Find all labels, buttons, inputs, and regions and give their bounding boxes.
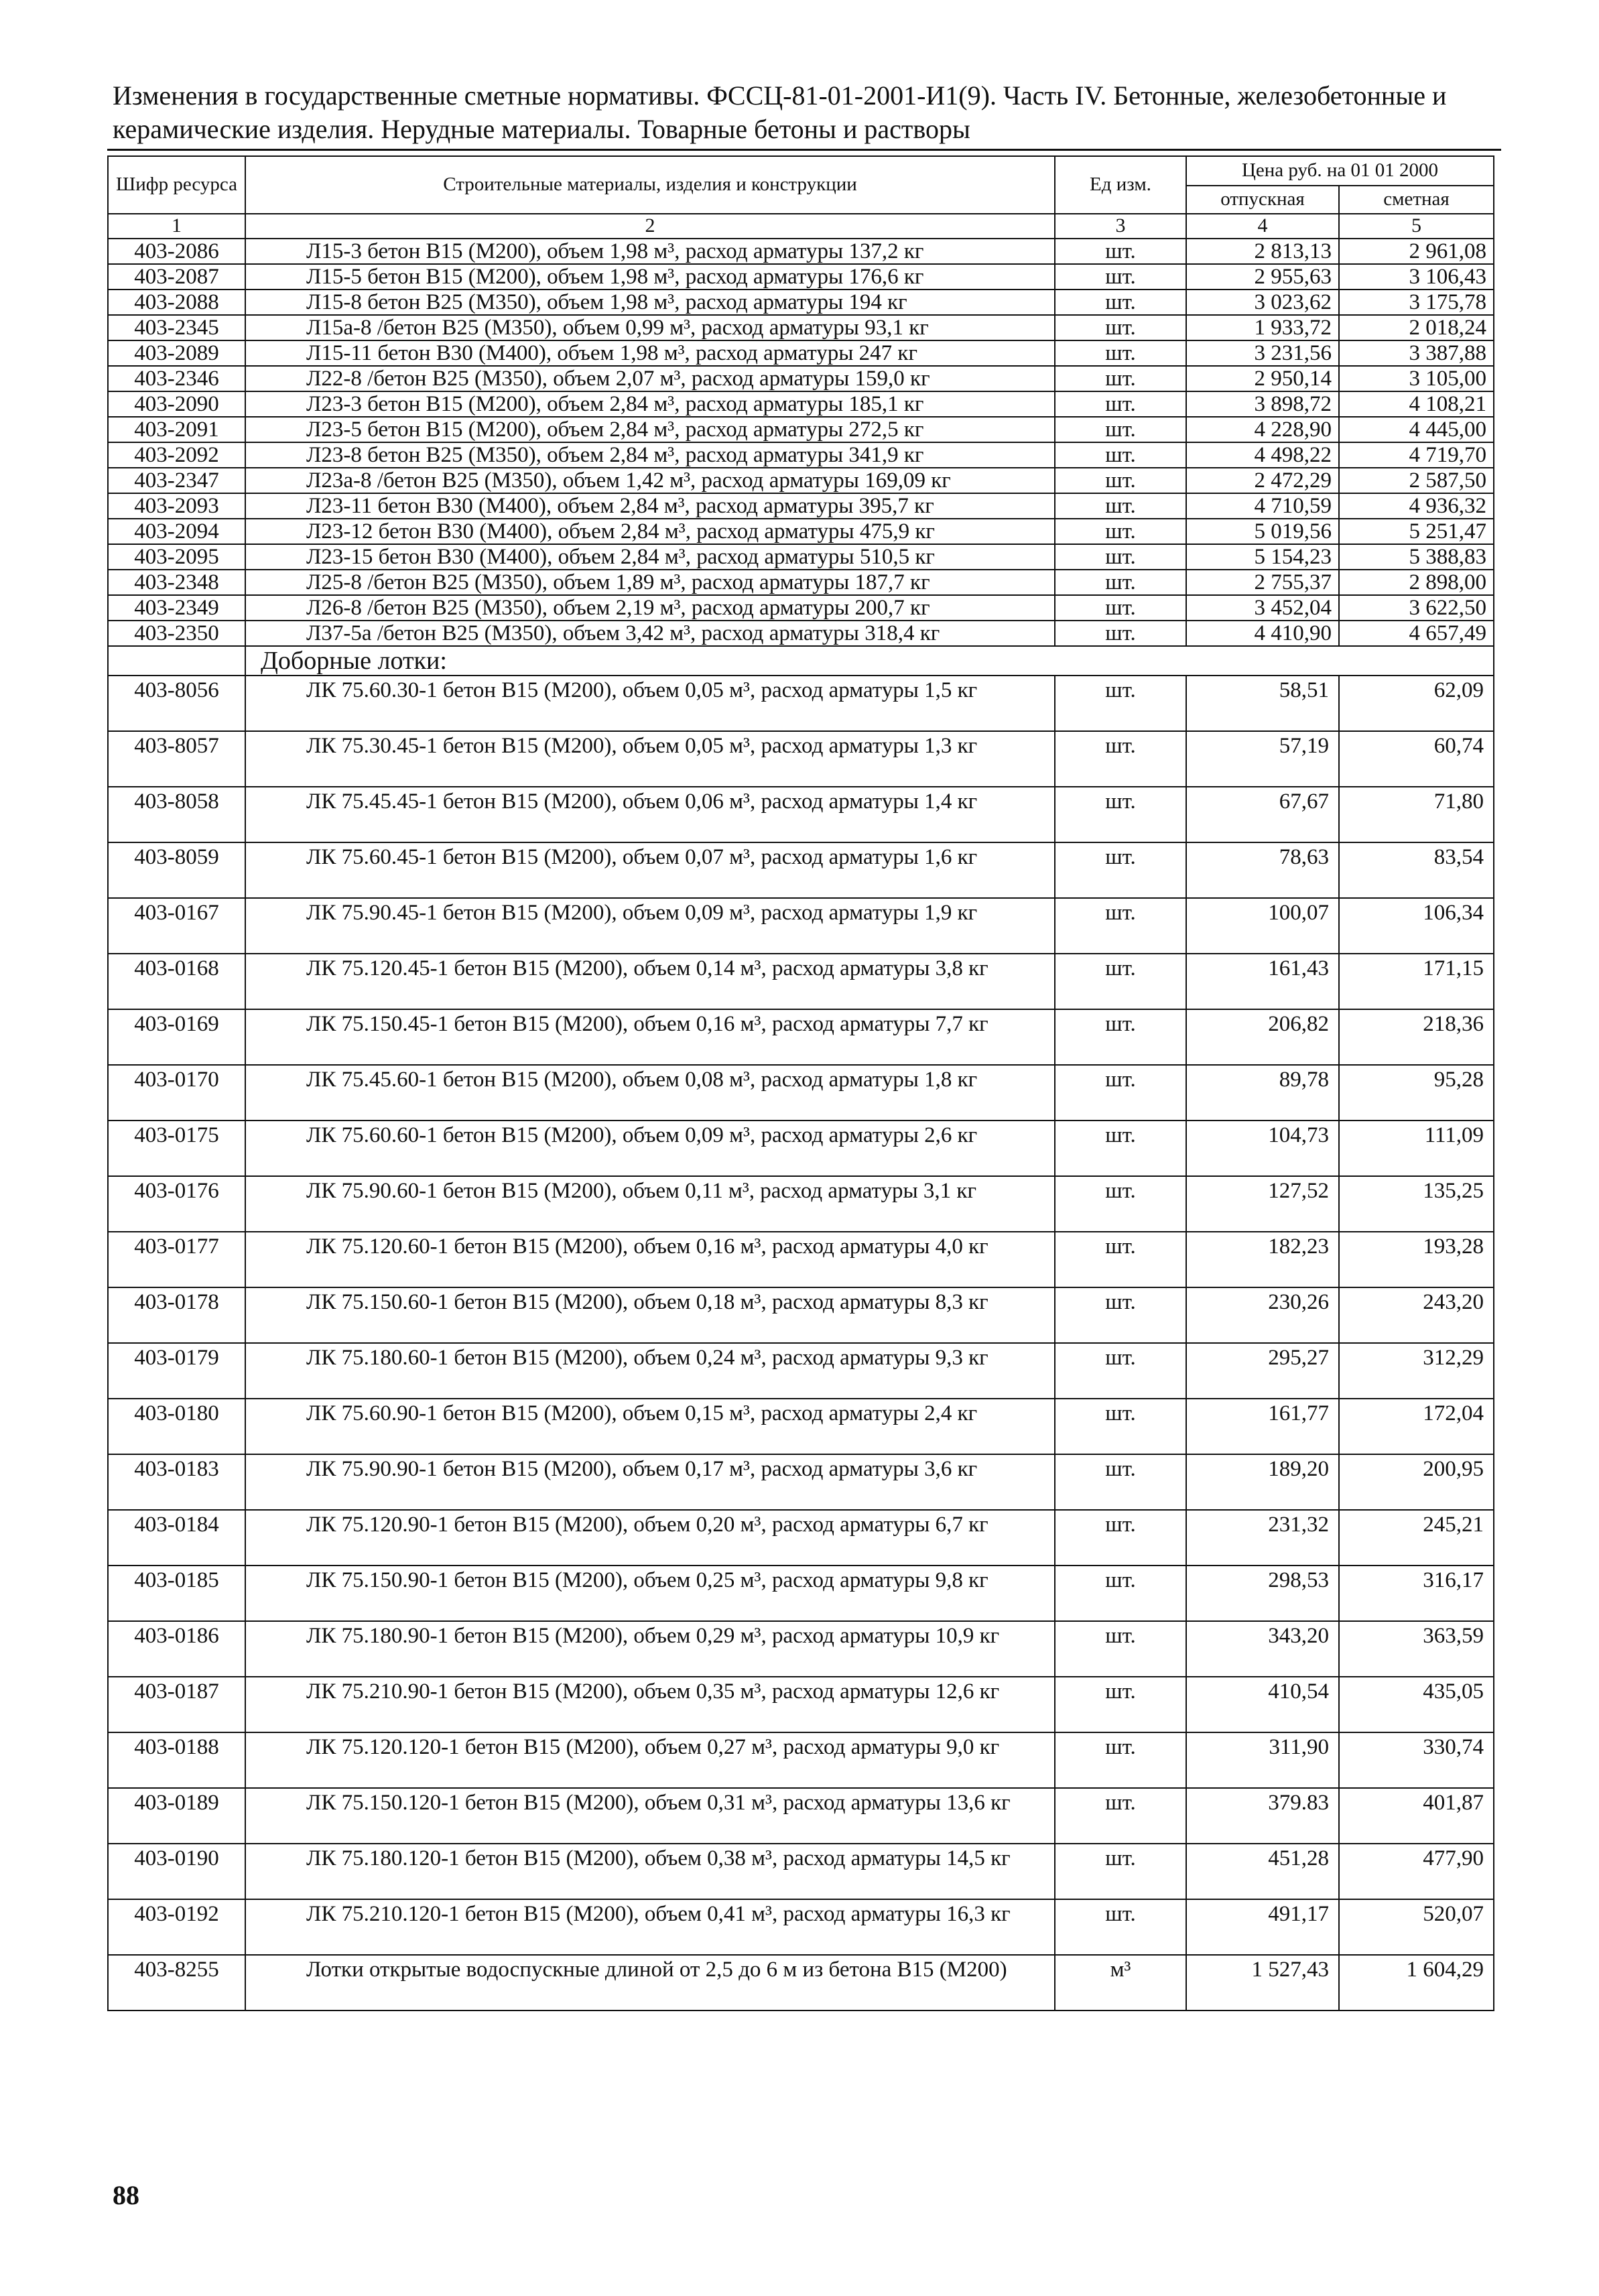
material-name: Л23-5 бетон В15 (М200), объем 2,84 м³, расход арматуры 272,5 кг <box>245 417 1055 442</box>
section-row <box>108 646 1494 676</box>
estimate-price: 5 251,47 <box>1339 519 1494 544</box>
table-row <box>108 442 1494 468</box>
table-row <box>108 842 1494 898</box>
resource-code: 403-0183 <box>108 1454 245 1510</box>
estimate-price: 245,21 <box>1339 1510 1494 1566</box>
section-label: Доборные лотки: <box>245 646 1494 676</box>
estimate-price: 4 657,49 <box>1339 621 1494 646</box>
material-name: ЛК 75.210.90-1 бетон В15 (М200), объем 0,35 м³, расход арматуры 12,6 кг <box>245 1677 1055 1732</box>
section-spacer <box>108 646 245 676</box>
material-name: ЛК 75.90.90-1 бетон В15 (М200), объем 0,17 м³, расход арматуры 3,6 кг <box>245 1454 1055 1510</box>
table-row <box>108 1176 1494 1232</box>
release-price: 2 950,14 <box>1186 366 1339 391</box>
release-price: 67,67 <box>1186 787 1339 842</box>
resource-code: 403-2088 <box>108 290 245 315</box>
material-name: ЛК 75.120.120-1 бетон В15 (М200), объем 0,27 м³, расход арматуры 9,0 кг <box>245 1732 1055 1788</box>
resource-code: 403-2095 <box>108 544 245 570</box>
estimate-price: 3 106,43 <box>1339 264 1494 290</box>
estimate-price: 312,29 <box>1339 1343 1494 1399</box>
release-price: 5 019,56 <box>1186 519 1339 544</box>
estimate-price: 316,17 <box>1339 1566 1494 1621</box>
resource-code: 403-8058 <box>108 787 245 842</box>
unit-cell: шт. <box>1055 898 1186 954</box>
release-price: 3 452,04 <box>1186 595 1339 621</box>
column-header-code: Шифр ресурса <box>108 156 245 214</box>
table-row <box>108 1621 1494 1677</box>
unit-cell: шт. <box>1055 340 1186 366</box>
resource-code: 403-8255 <box>108 1955 245 2011</box>
material-name: Л15-11 бетон В30 (М400), объем 1,98 м³, расход арматуры 247 кг <box>245 340 1055 366</box>
material-name: ЛК 75.60.45-1 бетон В15 (М200), объем 0,07 м³, расход арматуры 1,6 кг <box>245 842 1055 898</box>
estimate-price: 3 175,78 <box>1339 290 1494 315</box>
table-row <box>108 290 1494 315</box>
unit-cell: шт. <box>1055 442 1186 468</box>
column-number: 1 <box>108 214 245 239</box>
unit-cell: шт. <box>1055 468 1186 493</box>
resource-code: 403-2093 <box>108 493 245 519</box>
release-price: 78,63 <box>1186 842 1339 898</box>
table-row <box>108 264 1494 290</box>
release-price: 1 933,72 <box>1186 315 1339 340</box>
material-name: Л22-8 /бетон В25 (М350), объем 2,07 м³, расход арматуры 159,0 кг <box>245 366 1055 391</box>
unit-cell: шт. <box>1055 1454 1186 1510</box>
material-name: ЛК 75.150.60-1 бетон В15 (М200), объем 0,18 м³, расход арматуры 8,3 кг <box>245 1287 1055 1343</box>
resource-code: 403-0177 <box>108 1232 245 1287</box>
unit-cell: шт. <box>1055 417 1186 442</box>
release-price: 161,43 <box>1186 954 1339 1009</box>
release-price: 2 813,13 <box>1186 239 1339 264</box>
unit-cell: шт. <box>1055 787 1186 842</box>
table-row <box>108 595 1494 621</box>
resource-code: 403-2348 <box>108 570 245 595</box>
material-name: Лотки открытые водоспускные длиной от 2,5 до 6 м из бетона В15 (М200) <box>245 1955 1055 2011</box>
estimate-price: 135,25 <box>1339 1176 1494 1232</box>
unit-cell: шт. <box>1055 1732 1186 1788</box>
unit-cell: шт. <box>1055 954 1186 1009</box>
resource-code: 403-8056 <box>108 676 245 731</box>
table-row <box>108 570 1494 595</box>
document-header: Изменения в государственные сметные нормативы. ФССЦ-81-01-2001-И1(9). Часть IV. Бетонные, железобетонные и керамические изделия. Нерудные материалы. Товарные бетоны и растворы <box>113 80 1447 145</box>
table-row <box>108 1844 1494 1899</box>
table-row <box>108 621 1494 646</box>
unit-cell: шт. <box>1055 1621 1186 1677</box>
resource-code: 403-2346 <box>108 366 245 391</box>
resource-code: 403-2345 <box>108 315 245 340</box>
column-header-name: Строительные материалы, изделия и конструкции <box>245 156 1055 214</box>
material-name: ЛК 75.180.90-1 бетон В15 (М200), объем 0,29 м³, расход арматуры 10,9 кг <box>245 1621 1055 1677</box>
table-row <box>108 1287 1494 1343</box>
unit-cell: шт. <box>1055 842 1186 898</box>
resource-code: 403-0175 <box>108 1121 245 1176</box>
material-name: Л23-3 бетон В15 (М200), объем 2,84 м³, расход арматуры 185,1 кг <box>245 391 1055 417</box>
table-row <box>108 1121 1494 1176</box>
unit-cell: шт. <box>1055 1287 1186 1343</box>
estimate-price: 2 587,50 <box>1339 468 1494 493</box>
table-row <box>108 1009 1494 1065</box>
unit-cell: шт. <box>1055 366 1186 391</box>
estimate-price: 330,74 <box>1339 1732 1494 1788</box>
resource-code: 403-8057 <box>108 731 245 787</box>
unit-cell: шт. <box>1055 621 1186 646</box>
estimate-price: 3 387,88 <box>1339 340 1494 366</box>
material-name: ЛК 75.150.90-1 бетон В15 (М200), объем 0,25 м³, расход арматуры 9,8 кг <box>245 1566 1055 1621</box>
unit-cell: шт. <box>1055 290 1186 315</box>
release-price: 379.83 <box>1186 1788 1339 1844</box>
resource-code: 403-0170 <box>108 1065 245 1121</box>
unit-cell: шт. <box>1055 1844 1186 1899</box>
unit-cell: шт. <box>1055 1899 1186 1955</box>
column-number: 4 <box>1186 214 1339 239</box>
unit-cell: шт. <box>1055 1176 1186 1232</box>
unit-cell: шт. <box>1055 1065 1186 1121</box>
table-row <box>108 676 1494 731</box>
resource-code: 403-2086 <box>108 239 245 264</box>
column-number: 3 <box>1055 214 1186 239</box>
release-price: 3 898,72 <box>1186 391 1339 417</box>
release-price: 5 154,23 <box>1186 544 1339 570</box>
release-price: 57,19 <box>1186 731 1339 787</box>
estimate-price: 193,28 <box>1339 1232 1494 1287</box>
unit-cell: шт. <box>1055 595 1186 621</box>
release-price: 491,17 <box>1186 1899 1339 1955</box>
unit-cell: шт. <box>1055 519 1186 544</box>
table-row <box>108 544 1494 570</box>
table-row <box>108 519 1494 544</box>
table-row <box>108 315 1494 340</box>
unit-cell: шт. <box>1055 1677 1186 1732</box>
table-row <box>108 787 1494 842</box>
material-name: Л15-8 бетон В25 (М350), объем 1,98 м³, расход арматуры 194 кг <box>245 290 1055 315</box>
estimate-price: 4 719,70 <box>1339 442 1494 468</box>
estimate-price: 60,74 <box>1339 731 1494 787</box>
table-row <box>108 1065 1494 1121</box>
material-name: ЛК 75.120.90-1 бетон В15 (М200), объем 0,20 м³, расход арматуры 6,7 кг <box>245 1510 1055 1566</box>
estimate-price: 3 105,00 <box>1339 366 1494 391</box>
release-price: 206,82 <box>1186 1009 1339 1065</box>
material-name: ЛК 75.45.45-1 бетон В15 (М200), объем 0,06 м³, расход арматуры 1,4 кг <box>245 787 1055 842</box>
release-price: 298,53 <box>1186 1566 1339 1621</box>
resource-code: 403-2347 <box>108 468 245 493</box>
resource-code: 403-0189 <box>108 1788 245 1844</box>
column-number: 2 <box>245 214 1055 239</box>
material-name: Л26-8 /бетон В25 (М350), объем 2,19 м³, расход арматуры 200,7 кг <box>245 595 1055 621</box>
release-price: 311,90 <box>1186 1732 1339 1788</box>
estimate-price: 1 604,29 <box>1339 1955 1494 2011</box>
resource-code: 403-0176 <box>108 1176 245 1232</box>
release-price: 3 023,62 <box>1186 290 1339 315</box>
table-row <box>108 340 1494 366</box>
release-price: 2 755,37 <box>1186 570 1339 595</box>
material-name: Л15а-8 /бетон В25 (М350), объем 0,99 м³, расход арматуры 93,1 кг <box>245 315 1055 340</box>
material-name: Л37-5а /бетон В25 (М350), объем 3,42 м³, расход арматуры 318,4 кг <box>245 621 1055 646</box>
material-name: ЛК 75.45.60-1 бетон В15 (М200), объем 0,08 м³, расход арматуры 1,8 кг <box>245 1065 1055 1121</box>
estimate-price: 477,90 <box>1339 1844 1494 1899</box>
table-row <box>108 391 1494 417</box>
release-price: 104,73 <box>1186 1121 1339 1176</box>
table-row <box>108 1232 1494 1287</box>
release-price: 410,54 <box>1186 1677 1339 1732</box>
release-price: 89,78 <box>1186 1065 1339 1121</box>
estimate-price: 4 936,32 <box>1339 493 1494 519</box>
column-header-unit: Ед изм. <box>1055 156 1186 214</box>
material-name: Л23-12 бетон В30 (М400), объем 2,84 м³, расход арматуры 475,9 кг <box>245 519 1055 544</box>
unit-cell: шт. <box>1055 1399 1186 1454</box>
column-header-estimate: сметная <box>1339 186 1494 214</box>
release-price: 295,27 <box>1186 1343 1339 1399</box>
material-name: ЛК 75.120.45-1 бетон В15 (М200), объем 0,14 м³, расход арматуры 3,8 кг <box>245 954 1055 1009</box>
table-row <box>108 954 1494 1009</box>
column-header-release: отпускная <box>1186 186 1339 214</box>
material-name: ЛК 75.150.120-1 бетон В15 (М200), объем 0,31 м³, расход арматуры 13,6 кг <box>245 1788 1055 1844</box>
resource-code: 403-0185 <box>108 1566 245 1621</box>
resource-code: 403-2349 <box>108 595 245 621</box>
table-row <box>108 1510 1494 1566</box>
estimate-price: 95,28 <box>1339 1065 1494 1121</box>
resource-code: 403-2089 <box>108 340 245 366</box>
unit-cell: шт. <box>1055 731 1186 787</box>
estimate-price: 200,95 <box>1339 1454 1494 1510</box>
material-name: ЛК 75.60.30-1 бетон В15 (М200), объем 0,05 м³, расход арматуры 1,5 кг <box>245 676 1055 731</box>
material-name: ЛК 75.210.120-1 бетон В15 (М200), объем 0,41 м³, расход арматуры 16,3 кг <box>245 1899 1055 1955</box>
material-name: ЛК 75.60.90-1 бетон В15 (М200), объем 0,15 м³, расход арматуры 2,4 кг <box>245 1399 1055 1454</box>
material-name: ЛК 75.90.60-1 бетон В15 (М200), объем 0,11 м³, расход арматуры 3,1 кг <box>245 1176 1055 1232</box>
table-row <box>108 417 1494 442</box>
unit-cell: шт. <box>1055 570 1186 595</box>
material-name: ЛК 75.60.60-1 бетон В15 (М200), объем 0,09 м³, расход арматуры 2,6 кг <box>245 1121 1055 1176</box>
resource-code: 403-8059 <box>108 842 245 898</box>
material-name: ЛК 75.150.45-1 бетон В15 (М200), объем 0,16 м³, расход арматуры 7,7 кг <box>245 1009 1055 1065</box>
table-row <box>108 1677 1494 1732</box>
unit-cell: шт. <box>1055 1510 1186 1566</box>
material-name: ЛК 75.120.60-1 бетон В15 (М200), объем 0,16 м³, расход арматуры 4,0 кг <box>245 1232 1055 1287</box>
table-row <box>108 731 1494 787</box>
resource-code: 403-0179 <box>108 1343 245 1399</box>
resource-code: 403-0169 <box>108 1009 245 1065</box>
resource-code: 403-2087 <box>108 264 245 290</box>
unit-cell: шт. <box>1055 239 1186 264</box>
release-price: 343,20 <box>1186 1621 1339 1677</box>
unit-cell: шт. <box>1055 391 1186 417</box>
unit-cell: шт. <box>1055 1343 1186 1399</box>
material-name: Л23а-8 /бетон В25 (М350), объем 1,42 м³, расход арматуры 169,09 кг <box>245 468 1055 493</box>
unit-cell: шт. <box>1055 676 1186 731</box>
release-price: 231,32 <box>1186 1510 1339 1566</box>
estimate-price: 83,54 <box>1339 842 1494 898</box>
column-number: 5 <box>1339 214 1494 239</box>
release-price: 2 955,63 <box>1186 264 1339 290</box>
unit-cell: шт. <box>1055 1566 1186 1621</box>
estimate-price: 2 961,08 <box>1339 239 1494 264</box>
resource-code: 403-2090 <box>108 391 245 417</box>
estimate-price: 243,20 <box>1339 1287 1494 1343</box>
resource-code: 403-2092 <box>108 442 245 468</box>
estimate-price: 2 898,00 <box>1339 570 1494 595</box>
page-number: 88 <box>113 2180 139 2210</box>
material-name: Л23-15 бетон В30 (М400), объем 2,84 м³, расход арматуры 510,5 кг <box>245 544 1055 570</box>
estimate-price: 218,36 <box>1339 1009 1494 1065</box>
estimate-price: 71,80 <box>1339 787 1494 842</box>
release-price: 2 472,29 <box>1186 468 1339 493</box>
unit-cell: м³ <box>1055 1955 1186 2011</box>
resource-code: 403-2091 <box>108 417 245 442</box>
resource-code: 403-0187 <box>108 1677 245 1732</box>
table-row <box>108 1955 1494 2011</box>
material-name: Л23-8 бетон В25 (М350), объем 2,84 м³, расход арматуры 341,9 кг <box>245 442 1055 468</box>
release-price: 4 710,59 <box>1186 493 1339 519</box>
estimate-price: 172,04 <box>1339 1399 1494 1454</box>
price-table <box>107 155 1494 2011</box>
table-row <box>108 239 1494 264</box>
release-price: 1 527,43 <box>1186 1955 1339 2011</box>
resource-code: 403-0178 <box>108 1287 245 1343</box>
material-name: Л15-5 бетон В15 (М200), объем 1,98 м³, расход арматуры 176,6 кг <box>245 264 1055 290</box>
release-price: 4 498,22 <box>1186 442 1339 468</box>
column-header-price: Цена руб. на 01 01 2000 <box>1186 156 1494 186</box>
release-price: 127,52 <box>1186 1176 1339 1232</box>
resource-code: 403-0190 <box>108 1844 245 1899</box>
release-price: 100,07 <box>1186 898 1339 954</box>
release-price: 230,26 <box>1186 1287 1339 1343</box>
table-row <box>108 1566 1494 1621</box>
release-price: 451,28 <box>1186 1844 1339 1899</box>
estimate-price: 5 388,83 <box>1339 544 1494 570</box>
estimate-price: 4 108,21 <box>1339 391 1494 417</box>
table-row <box>108 1399 1494 1454</box>
header-rule <box>107 149 1501 151</box>
material-name: ЛК 75.30.45-1 бетон В15 (М200), объем 0,05 м³, расход арматуры 1,3 кг <box>245 731 1055 787</box>
material-name: Л23-11 бетон В30 (М400), объем 2,84 м³, расход арматуры 395,7 кг <box>245 493 1055 519</box>
table-row <box>108 493 1494 519</box>
unit-cell: шт. <box>1055 1232 1186 1287</box>
unit-cell: шт. <box>1055 1121 1186 1176</box>
estimate-price: 62,09 <box>1339 676 1494 731</box>
release-price: 182,23 <box>1186 1232 1339 1287</box>
estimate-price: 171,15 <box>1339 954 1494 1009</box>
material-name: ЛК 75.180.120-1 бетон В15 (М200), объем 0,38 м³, расход арматуры 14,5 кг <box>245 1844 1055 1899</box>
table-row <box>108 468 1494 493</box>
resource-code: 403-0184 <box>108 1510 245 1566</box>
table-row <box>108 1454 1494 1510</box>
material-name: ЛК 75.90.45-1 бетон В15 (М200), объем 0,09 м³, расход арматуры 1,9 кг <box>245 898 1055 954</box>
table-row <box>108 366 1494 391</box>
unit-cell: шт. <box>1055 1788 1186 1844</box>
table-row <box>108 1899 1494 1955</box>
release-price: 161,77 <box>1186 1399 1339 1454</box>
resource-code: 403-0188 <box>108 1732 245 1788</box>
unit-cell: шт. <box>1055 493 1186 519</box>
estimate-price: 401,87 <box>1339 1788 1494 1844</box>
unit-cell: шт. <box>1055 1009 1186 1065</box>
resource-code: 403-2094 <box>108 519 245 544</box>
unit-cell: шт. <box>1055 264 1186 290</box>
resource-code: 403-0180 <box>108 1399 245 1454</box>
table-row <box>108 1732 1494 1788</box>
estimate-price: 2 018,24 <box>1339 315 1494 340</box>
unit-cell: шт. <box>1055 544 1186 570</box>
table-row <box>108 898 1494 954</box>
material-name: Л15-3 бетон В15 (М200), объем 1,98 м³, расход арматуры 137,2 кг <box>245 239 1055 264</box>
estimate-price: 111,09 <box>1339 1121 1494 1176</box>
column-number-row <box>108 214 1494 239</box>
resource-code: 403-0167 <box>108 898 245 954</box>
estimate-price: 520,07 <box>1339 1899 1494 1955</box>
table-row <box>108 1343 1494 1399</box>
release-price: 4 228,90 <box>1186 417 1339 442</box>
estimate-price: 3 622,50 <box>1339 595 1494 621</box>
resource-code: 403-0168 <box>108 954 245 1009</box>
estimate-price: 363,59 <box>1339 1621 1494 1677</box>
release-price: 4 410,90 <box>1186 621 1339 646</box>
unit-cell: шт. <box>1055 315 1186 340</box>
resource-code: 403-2350 <box>108 621 245 646</box>
release-price: 58,51 <box>1186 676 1339 731</box>
estimate-price: 106,34 <box>1339 898 1494 954</box>
estimate-price: 435,05 <box>1339 1677 1494 1732</box>
table-row <box>108 1788 1494 1844</box>
release-price: 189,20 <box>1186 1454 1339 1510</box>
resource-code: 403-0186 <box>108 1621 245 1677</box>
estimate-price: 4 445,00 <box>1339 417 1494 442</box>
release-price: 3 231,56 <box>1186 340 1339 366</box>
resource-code: 403-0192 <box>108 1899 245 1955</box>
material-name: Л25-8 /бетон В25 (М350), объем 1,89 м³, расход арматуры 187,7 кг <box>245 570 1055 595</box>
material-name: ЛК 75.180.60-1 бетон В15 (М200), объем 0,24 м³, расход арматуры 9,3 кг <box>245 1343 1055 1399</box>
